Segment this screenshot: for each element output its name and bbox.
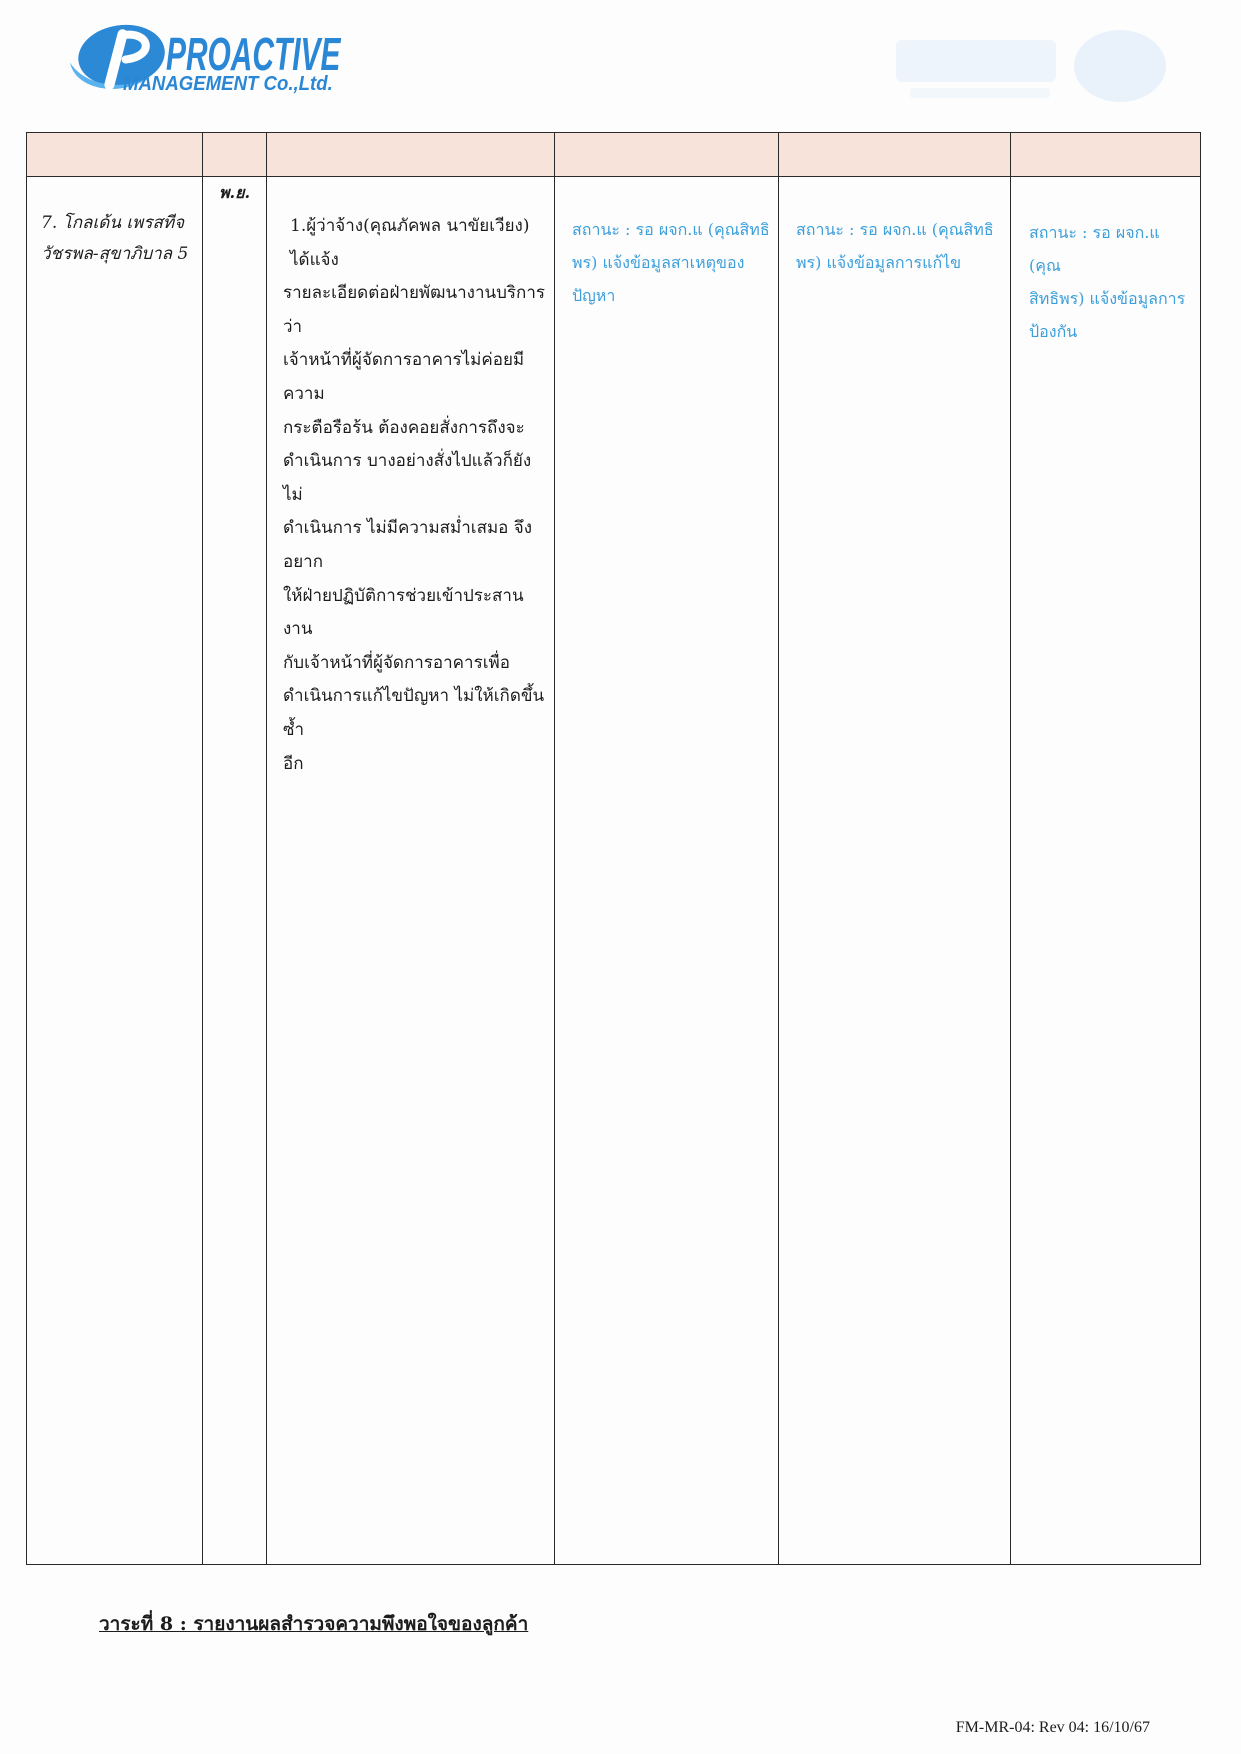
form-code: FM-MR-04: Rev 04: 16/10/67 <box>955 1719 1150 1736</box>
agenda-heading: วาระที่ 8 : รายงานผลสำรวจความพึงพอใจของลูกค้า <box>99 1613 529 1635</box>
table-header-row <box>27 133 1201 177</box>
issue-line: เจ้าหน้าที่ผู้จัดการอาคารไม่ค่อยมีความ <box>283 350 525 404</box>
status-line: สถานะ : รอ ผจก.แ (คุณสิทธิ <box>572 220 770 239</box>
issue-line: ดำเนินการ บางอย่างสั่งไปแล้วก็ยังไม่ <box>283 451 532 505</box>
project-line: วัชรพล-สุขาภิบาล 5 <box>41 244 189 264</box>
project-line: 7. โกลเด้น เพรสทีจ <box>41 213 185 233</box>
company-logo <box>64 20 364 102</box>
project-cell <box>27 177 203 1565</box>
status-line: สถานะ : รอ ผจก.แ (คุณ <box>1029 223 1160 275</box>
report-table <box>26 132 1201 1565</box>
status-line: พร) แจ้งข้อมูลสาเหตุของ <box>572 253 745 272</box>
fix-status-text <box>779 177 1010 279</box>
issue-cell <box>267 177 555 1565</box>
issue-line: ดำเนินการแก้ไขปัญหา ไม่ให้เกิดขึ้นซ้ำ <box>283 686 545 740</box>
cause-status-cell <box>555 177 779 1565</box>
fix-status-cell <box>779 177 1011 1565</box>
month-label: พ.ย. <box>219 183 251 202</box>
status-line: พร) แจ้งข้อมูลการแก้ไข <box>796 253 962 272</box>
issue-text <box>267 177 554 781</box>
faint-bleedthrough-mark <box>890 26 1175 110</box>
project-name <box>27 177 202 270</box>
cause-status-text <box>555 177 778 312</box>
logo-brand-text: PROACTIVE <box>166 28 341 80</box>
issue-line: รายละเอียดต่อฝ่ายพัฒนางานบริการว่า <box>283 283 546 337</box>
header-cell <box>267 133 555 177</box>
month-cell <box>203 177 267 1565</box>
table-row <box>27 177 1201 1565</box>
status-line: ปัญหา <box>572 286 616 305</box>
issue-line: 1.ผู้ว่าจ้าง(คุณภัคพล นาขัยเวียง) ได้แจ้ง <box>290 216 530 270</box>
header-cell <box>555 133 779 177</box>
status-line: ป้องกัน <box>1029 322 1078 341</box>
issue-line: ดำเนินการ ไม่มีความสม่ำเสมอ จึงอยาก <box>283 518 533 572</box>
issue-line: กับเจ้าหน้าที่ผู้จัดการอาคารเพื่อ <box>283 652 510 673</box>
header-cell <box>27 133 203 177</box>
prevention-status-text <box>1011 177 1200 348</box>
prevention-status-cell <box>1011 177 1201 1565</box>
status-line: สิทธิพร) แจ้งข้อมูลการ <box>1029 289 1186 308</box>
header-cell <box>1011 133 1201 177</box>
header-cell <box>779 133 1011 177</box>
issue-line: กระตือรือร้น ต้องคอยสั่งการถึงจะ <box>283 417 525 438</box>
header-cell <box>203 133 267 177</box>
logo-subtitle-text: MANAGEMENT Co.,Ltd. <box>123 73 333 95</box>
issue-line: ให้ฝ่ายปฏิบัติการช่วยเข้าประสานงาน <box>283 585 524 640</box>
status-line: สถานะ : รอ ผจก.แ (คุณสิทธิ <box>796 220 994 239</box>
issue-line: อีก <box>283 753 304 774</box>
